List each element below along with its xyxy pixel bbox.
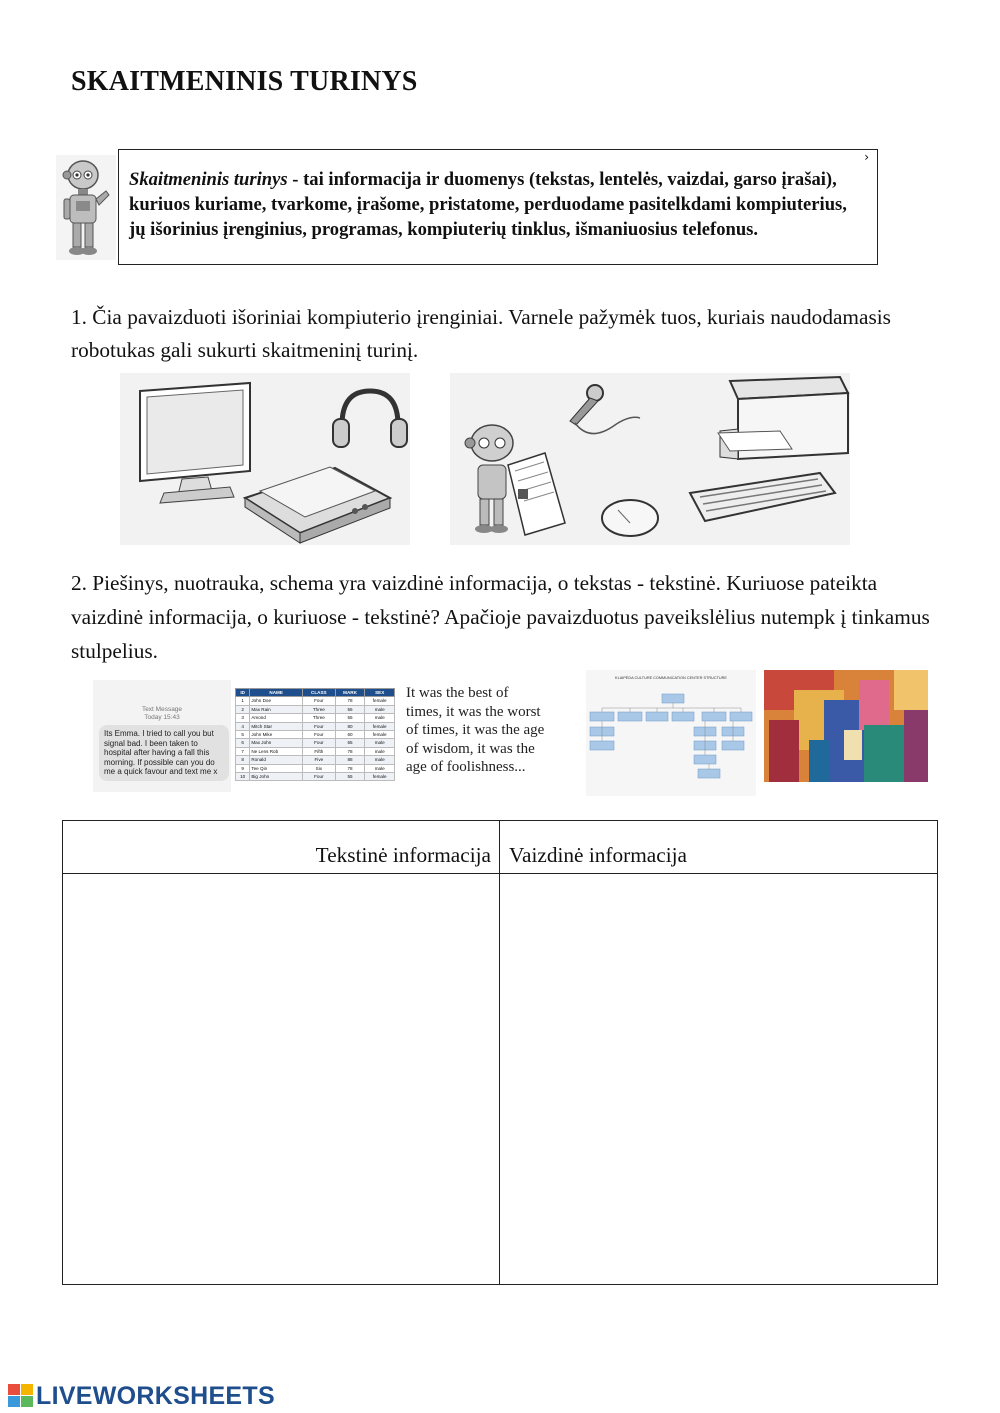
grades-row bbox=[236, 731, 395, 739]
definition-box bbox=[118, 149, 878, 265]
grades-table-image[interactable] bbox=[235, 688, 395, 783]
quote-line: age of foolishness... bbox=[406, 759, 526, 775]
grades-cell: female bbox=[365, 697, 395, 705]
grades-cell: 55 bbox=[335, 714, 365, 722]
robot-illustration bbox=[56, 155, 116, 260]
grades-cell: female bbox=[365, 731, 395, 739]
chevron-right-icon: › bbox=[864, 150, 869, 164]
footer-logo bbox=[8, 1380, 275, 1412]
mouse-icon[interactable] bbox=[602, 500, 658, 536]
quote-line: of wisdom, it was the bbox=[406, 740, 535, 757]
drop-zone-text-info[interactable] bbox=[64, 874, 498, 1284]
grades-cell: male bbox=[365, 756, 395, 764]
column-header-visual-info: Vaizdinė informacija bbox=[509, 843, 687, 867]
grades-cell: Max John bbox=[250, 739, 303, 747]
grades-header-cell: SEX bbox=[365, 689, 395, 697]
sms-header: Text Message bbox=[141, 706, 183, 713]
grades-cell: John Mike bbox=[250, 731, 303, 739]
grades-header-cell: NAME bbox=[250, 689, 303, 697]
grades-cell: 9 bbox=[236, 764, 250, 772]
grades-row bbox=[236, 773, 395, 781]
grades-cell: 1 bbox=[236, 697, 250, 705]
grades-cell: Three bbox=[302, 714, 335, 722]
drop-zone-visual-info[interactable] bbox=[501, 874, 937, 1284]
column-divider bbox=[499, 821, 500, 1284]
liveworksheets-logo-icon bbox=[8, 1384, 34, 1408]
question-2: 2. Piešinys, nuotrauka, schema yra vaizdinė informacija, o tekstas - tekstinė. Kuriuose pateikta vaizdinė informacija, o kuriuose - tekstinė? Apačioje pavaizduotus paveikslėlius nutempk į tinkamus stulpelius. bbox=[71, 571, 930, 663]
grades-cell: Max Rain bbox=[250, 705, 303, 713]
grades-cell: male bbox=[365, 764, 395, 772]
grades-row bbox=[236, 722, 395, 730]
grades-cell: 10 bbox=[236, 773, 250, 781]
grades-cell: male bbox=[365, 739, 395, 747]
quote-text-image[interactable] bbox=[406, 684, 568, 792]
grades-cell: male bbox=[365, 747, 395, 755]
sms-bubble: Its Emma. I tried to call you but signal bad. I been taken to hospital after having a fall this morning. If possible can you do me a quick favour and text me x bbox=[99, 725, 229, 781]
grades-cell: Four bbox=[302, 722, 335, 730]
grades-cell: Fifth bbox=[302, 747, 335, 755]
grades-cell: male bbox=[365, 714, 395, 722]
answer-table bbox=[62, 820, 938, 1285]
org-chart-title: KLAIPĖDA CULTURE COMMUNICATION CENTER STRUCTURE bbox=[615, 676, 727, 680]
grades-cell: 5 bbox=[236, 731, 250, 739]
grades-cell: Four bbox=[302, 731, 335, 739]
grades-cell: Ne Lens Rob bbox=[250, 747, 303, 755]
page-title: SKAITMENINIS TURINYS bbox=[71, 66, 418, 97]
grades-cell: Six bbox=[302, 764, 335, 772]
grades-cell: 55 bbox=[335, 773, 365, 781]
sms-time: Today 15:43 bbox=[144, 714, 180, 721]
sms-screenshot[interactable] bbox=[93, 680, 231, 792]
grades-header-cell: MARK bbox=[335, 689, 365, 697]
grades-row bbox=[236, 756, 395, 764]
grades-cell: 55 bbox=[335, 705, 365, 713]
definition-body: - tai informacija ir duomenys (tekstas, lentelės, vaizdai, garso įrašai), kuriuos kuriame, tvarkome, įrašome, pristatome, perduodame pasitelkdami kompiuterius, jų išorinius įrenginius, programas, kompiuterių tinklus, išmaniuosius telefonus. bbox=[129, 169, 847, 240]
definition-text bbox=[129, 167, 867, 242]
grades-cell: Four bbox=[302, 697, 335, 705]
grades-cell: 8 bbox=[236, 756, 250, 764]
grades-cell: John Doe bbox=[250, 697, 303, 705]
grades-cell: 2 bbox=[236, 705, 250, 713]
grades-cell: Ronald bbox=[250, 756, 303, 764]
grades-cell: 3 bbox=[236, 714, 250, 722]
grades-cell: 65 bbox=[335, 739, 365, 747]
printer-icon[interactable] bbox=[718, 377, 848, 459]
grades-row bbox=[236, 697, 395, 705]
grades-cell: female bbox=[365, 773, 395, 781]
draggable-items bbox=[93, 670, 929, 796]
footer-brand: LIVEWORKSHEETS bbox=[36, 1381, 275, 1410]
question-1: 1. Čia pavaizduoti išoriniai kompiuterio įrenginiai. Varnele pažymėk tuos, kuriais naudodamasis robotukas gali sukurti skaitmeninį turinį. bbox=[71, 305, 891, 362]
grades-cell: 78 bbox=[335, 747, 365, 755]
grades-cell: 78 bbox=[335, 697, 365, 705]
grades-cell: Big John bbox=[250, 773, 303, 781]
column-header-text-info: Tekstinė informacija bbox=[315, 843, 491, 867]
grades-cell: 4 bbox=[236, 722, 250, 730]
grades-row bbox=[236, 764, 395, 772]
grades-cell: 60 bbox=[335, 731, 365, 739]
definition-term: Skaitmeninis turinys bbox=[129, 169, 288, 190]
grades-row bbox=[236, 739, 395, 747]
grades-header-cell: CLASS bbox=[302, 689, 335, 697]
grades-row bbox=[236, 747, 395, 755]
devices-illustration bbox=[120, 373, 850, 545]
quote-line: It was the best of bbox=[406, 685, 509, 701]
grades-cell: male bbox=[365, 705, 395, 713]
grades-cell: 78 bbox=[335, 764, 365, 772]
grades-row bbox=[236, 714, 395, 722]
grades-cell: 88 bbox=[335, 756, 365, 764]
org-chart-image[interactable] bbox=[586, 670, 756, 796]
quote-line: of times, it was the age bbox=[406, 722, 545, 738]
grades-cell: Four bbox=[302, 773, 335, 781]
grades-row bbox=[236, 705, 395, 713]
grades-cell: Three bbox=[302, 705, 335, 713]
grades-cell: Tee Qin bbox=[250, 764, 303, 772]
grades-cell: 6 bbox=[236, 739, 250, 747]
quote-line: times, it was the worst bbox=[406, 703, 541, 720]
grades-cell: Amond bbox=[250, 714, 303, 722]
grades-header-cell: ID bbox=[236, 689, 250, 697]
grades-cell: Four bbox=[302, 739, 335, 747]
grades-cell: 7 bbox=[236, 747, 250, 755]
grades-cell: Mitch Star bbox=[250, 722, 303, 730]
abstract-painting-image[interactable] bbox=[764, 670, 928, 782]
grades-cell: female bbox=[365, 722, 395, 730]
grades-cell: 80 bbox=[335, 722, 365, 730]
grades-cell: Five bbox=[302, 756, 335, 764]
